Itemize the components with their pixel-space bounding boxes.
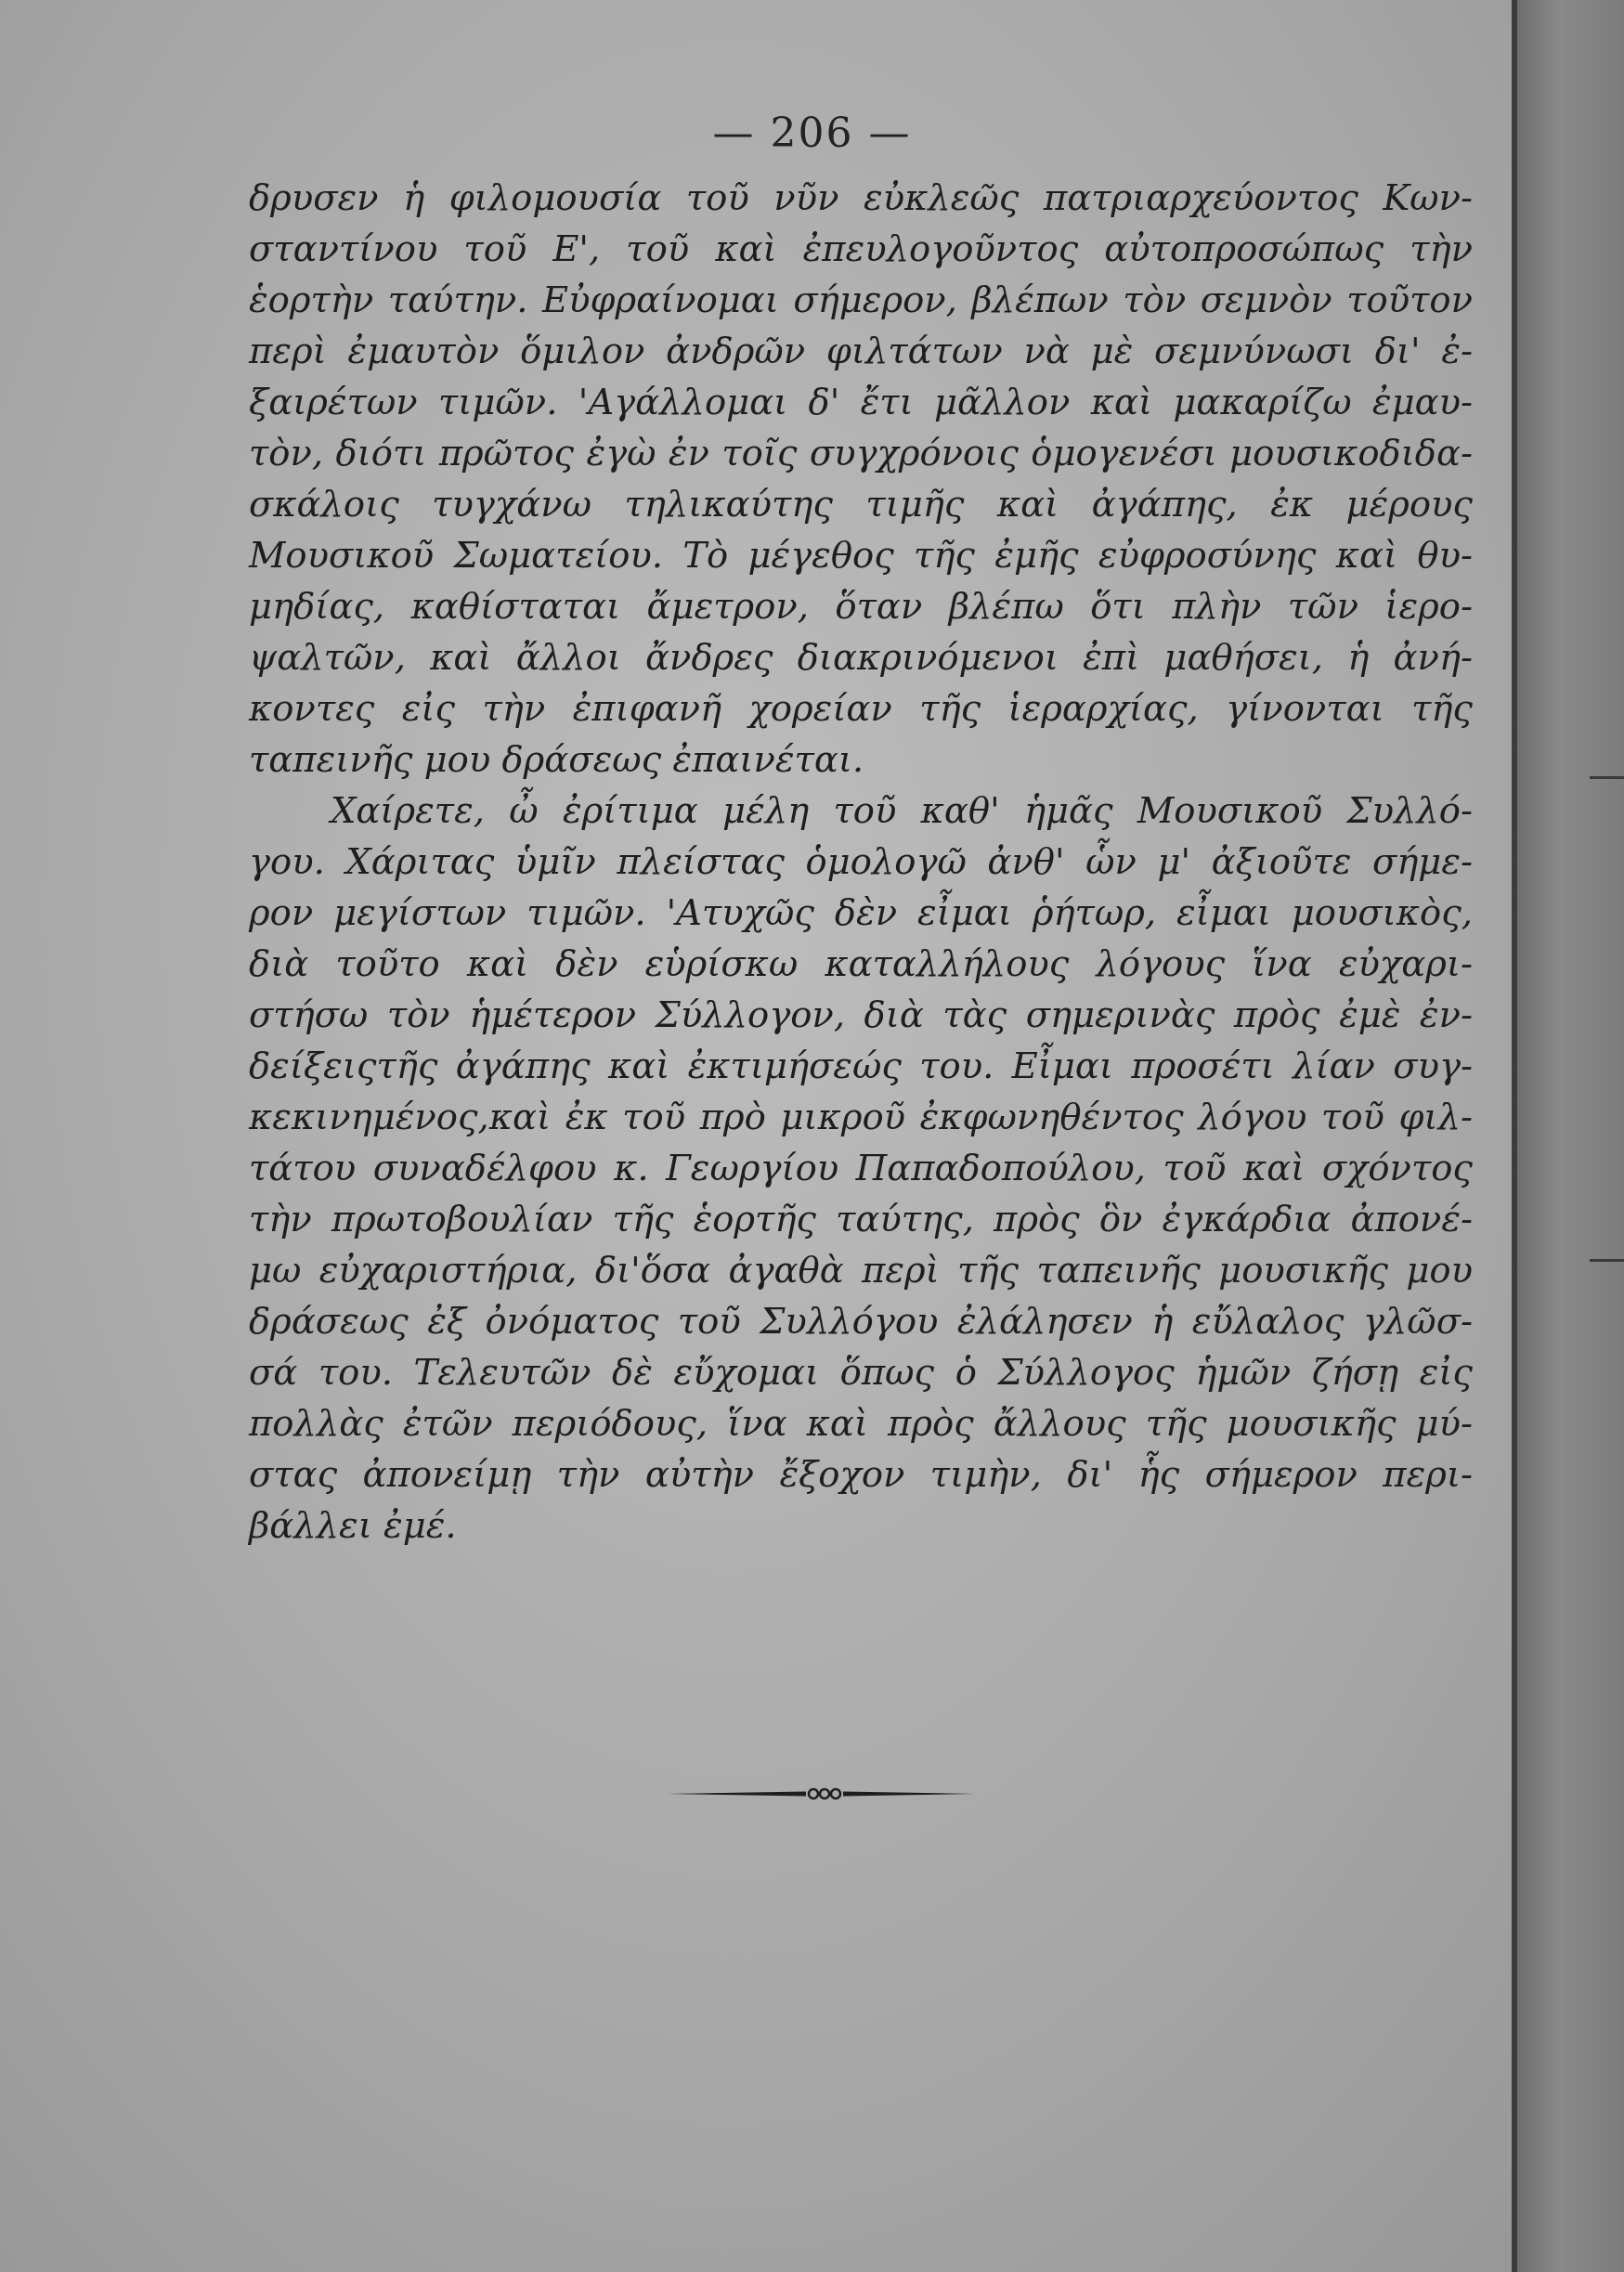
text-line: σά του. Τελευτῶν δὲ εὔχομαι ὅπως ὁ Σύλλογος ἡμῶν ζήσῃ εἰς [249,1352,1473,1394]
text-line: περὶ ἐμαυτὸν ὅμιλον ἀνδρῶν φιλτάτων νὰ μὲ σεμνύνωσι δι' ἐ- [249,331,1473,372]
text-line: βάλλει ἐμέ. [249,1505,457,1547]
text-line: σταντίνου τοῦ Ε', τοῦ καὶ ἐπευλογοῦντος αὐτοπροσώπως τὴν [249,228,1473,270]
text-line: διὰ τοῦτο καὶ δὲν εὑρίσκω καταλλήλους λόγους ἵνα εὐχαρι- [249,943,1473,985]
page-number: — 206 — [712,110,912,157]
text-line: μω εὐχαριστήρια, δι'ὅσα ἀγαθὰ περὶ τῆς ταπεινῆς μουσικῆς μου [249,1250,1473,1292]
rule-ring [831,1789,840,1798]
rule-right-taper [843,1792,975,1797]
text-line: δείξειςτῆς ἀγάπης καὶ ἐκτιμήσεώς του. Εἶμαι προσέτι λίαν συγ- [249,1045,1473,1087]
rule-ring [809,1789,818,1798]
text-line: μηδίας, καθίσταται ἄμετρον, ὅταν βλέπω ὅτι πλὴν τῶν ἱερο- [249,586,1473,628]
text-line: κοντες εἰς τὴν ἐπιφανῆ χορείαν τῆς ἱεραρχίας, γίνονται τῆς [249,688,1473,730]
text-line: γου. Χάριτας ὑμῖν πλείστας ὁμολογῶ ἀνθ' ὧν μ' ἀξιοῦτε σήμε- [249,841,1473,883]
book-spine-edge [1512,0,1517,2272]
text-line: ρον μεγίστων τιμῶν. 'Ατυχῶς δὲν εἶμαι ῥήτωρ, εἶμαι μουσικὸς, [249,892,1473,934]
rule-left-taper [667,1792,806,1797]
text-line: στήσω τὸν ἡμέτερον Σύλλογον, διὰ τὰς σημερινὰς πρὸς ἐμὲ ἐν- [249,994,1473,1036]
text-line: στας ἀπονείμῃ τὴν αὐτὴν ἔξοχον τιμὴν, δι' ἧς σήμερον περι- [249,1454,1473,1496]
edge-mark [1590,1259,1624,1262]
text-line: τάτου συναδέλφου κ. Γεωργίου Παπαδοπούλου, τοῦ καὶ σχόντος [249,1148,1473,1189]
text-line: δρυσεν ἡ φιλομουσία τοῦ νῦν εὐκλεῶς πατριαρχεύοντος Κων- [249,177,1473,219]
text-line: κεκινημένος,καὶ ἐκ τοῦ πρὸ μικροῦ ἐκφωνηθέντος λόγου τοῦ φιλ- [249,1097,1473,1138]
book-spine-shadow [1517,0,1624,2272]
text-line: πολλὰς ἐτῶν περιόδους, ἵνα καὶ πρὸς ἄλλους τῆς μουσικῆς μύ- [249,1403,1473,1445]
text-line: δράσεως ἐξ ὀνόματος τοῦ Συλλόγου ἐλάλησεν ἡ εὔλαλος γλῶσ- [249,1301,1473,1343]
text-line: τὸν, διότι πρῶτος ἐγὼ ἐν τοῖς συγχρόνοις ὁμογενέσι μουσικοδιδα- [249,433,1473,474]
text-line: ταπεινῆς μου δράσεως ἐπαινέται. [249,739,864,781]
text-line: Χαίρετε, ὦ ἐρίτιμα μέλη τοῦ καθ' ἡμᾶς Μουσικοῦ Συλλό- [331,790,1473,832]
text-line: Μουσικοῦ Σωματείου. Τὸ μέγεθος τῆς ἐμῆς εὐφροσύνης καὶ θυ- [249,535,1473,577]
text-line: ψαλτῶν, καὶ ἄλλοι ἄνδρες διακρινόμενοι ἐπὶ μαθήσει, ἡ ἀνή- [249,637,1473,679]
text-line: σκάλοις τυγχάνω τηλικαύτης τιμῆς καὶ ἀγάπης, ἐκ μέρους [249,484,1473,526]
rule-ring [820,1789,829,1798]
body-text [249,173,1473,1551]
text-line: ἑορτὴν ταύτην. Εὐφραίνομαι σήμερον, βλέπων τὸν σεμνὸν τοῦτον [249,279,1473,321]
horizontal-rule-ornament-icon [667,1785,975,1803]
edge-mark [1590,776,1624,779]
text-line: τὴν πρωτοβουλίαν τῆς ἑορτῆς ταύτης, πρὸς ὃν ἐγκάρδια ἀπονέ- [249,1199,1473,1240]
text-line: ξαιρέτων τιμῶν. 'Αγάλλομαι δ' ἔτι μᾶλλον καὶ μακαρίζω ἐμαυ- [249,382,1473,423]
